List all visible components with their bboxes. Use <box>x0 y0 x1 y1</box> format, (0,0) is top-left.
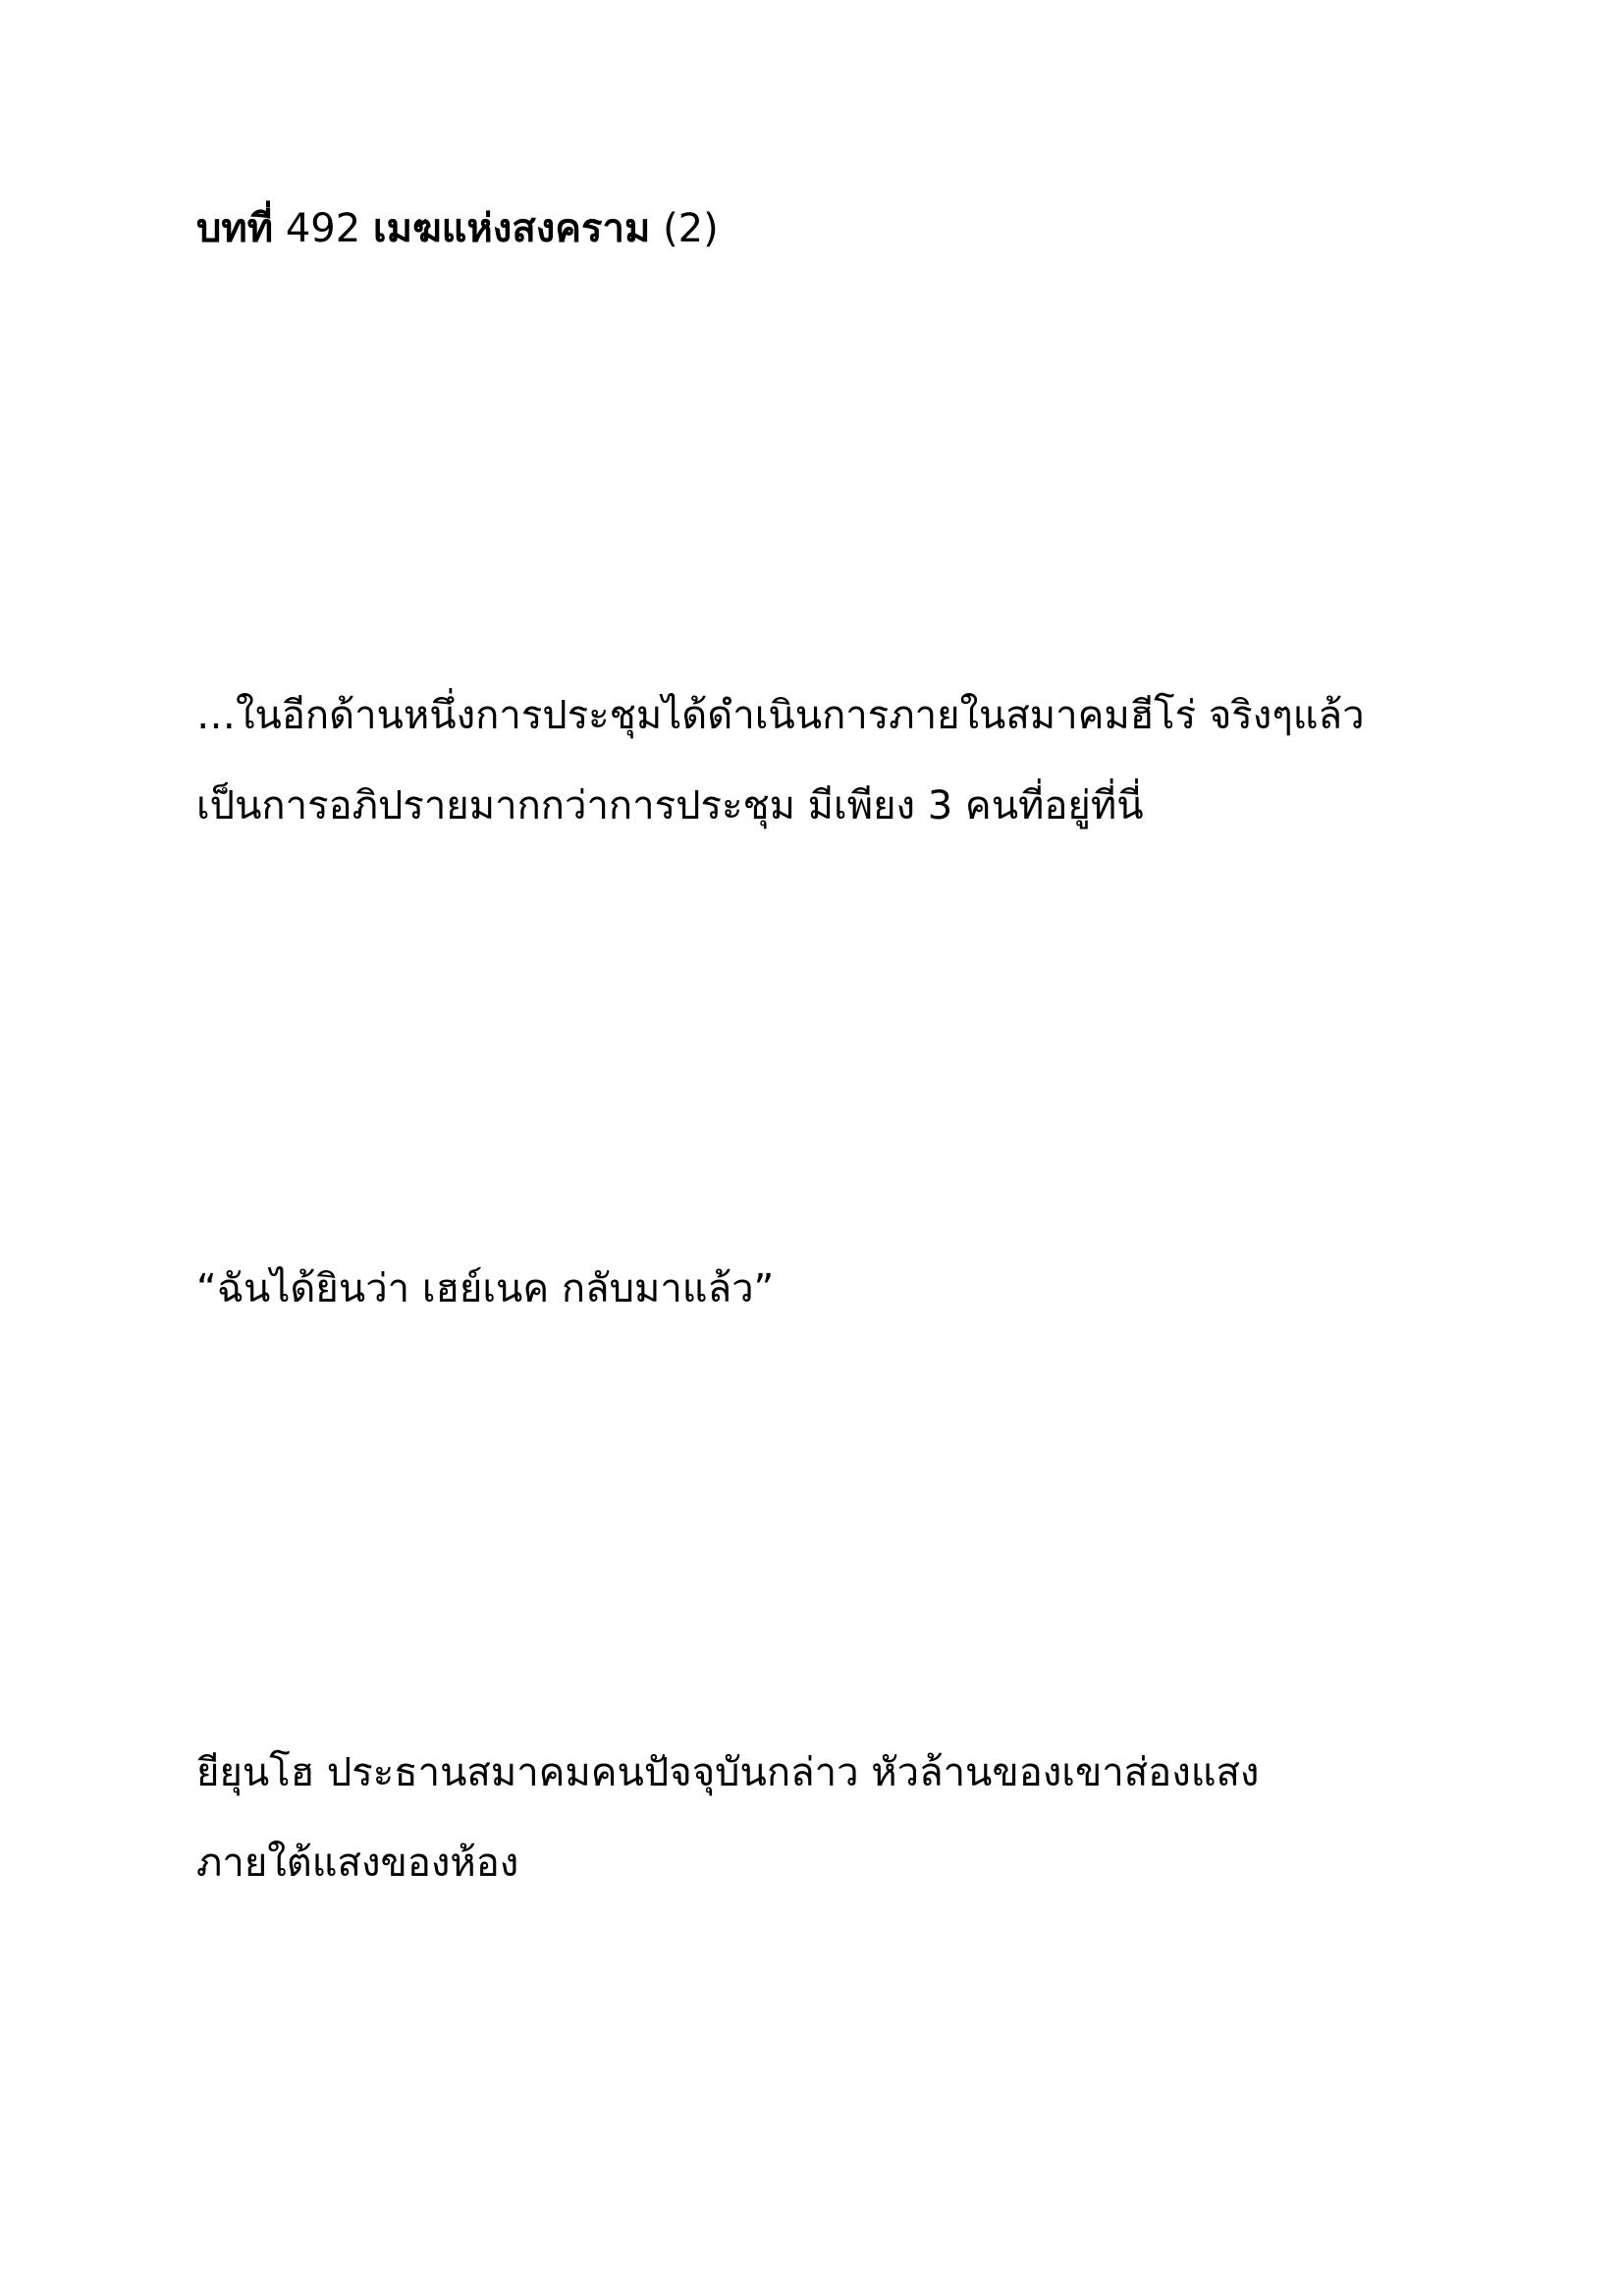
paragraph-3 <box>196 1728 1492 1908</box>
paragraph-1 <box>196 670 1492 851</box>
paragraph-2 <box>196 1244 1492 1334</box>
chapter-name: เมฆแห่งสงคราม <box>372 206 651 251</box>
dialogue-line: “ฉันได้ยินว่า เฮย์เนค กลับมาแล้ว” <box>196 1266 775 1311</box>
paragraph-line: เป็นการอภิปรายมากกว่าการประชุม มีเพียง 3 คนที่อยู่ที่นี่ <box>196 783 1144 828</box>
chapter-word: บทที่ <box>196 206 274 251</box>
paragraph-line: …ในอีกด้านหนึ่งการประชุมได้ดำเนินการภายในสมาคมฮีโร่ จริงๆแล้ว <box>196 693 1365 738</box>
paragraph-line: ยียุนโฮ ประธานสมาคมคนปัจจุบันกล่าว หัวล้านของเขาส่องแสง <box>196 1750 1260 1795</box>
chapter-part: (2) <box>663 206 719 251</box>
chapter-number: 492 <box>285 206 361 251</box>
paragraph-line: ภายใต้แสงของห้อง <box>196 1841 519 1886</box>
chapter-title <box>196 201 719 256</box>
